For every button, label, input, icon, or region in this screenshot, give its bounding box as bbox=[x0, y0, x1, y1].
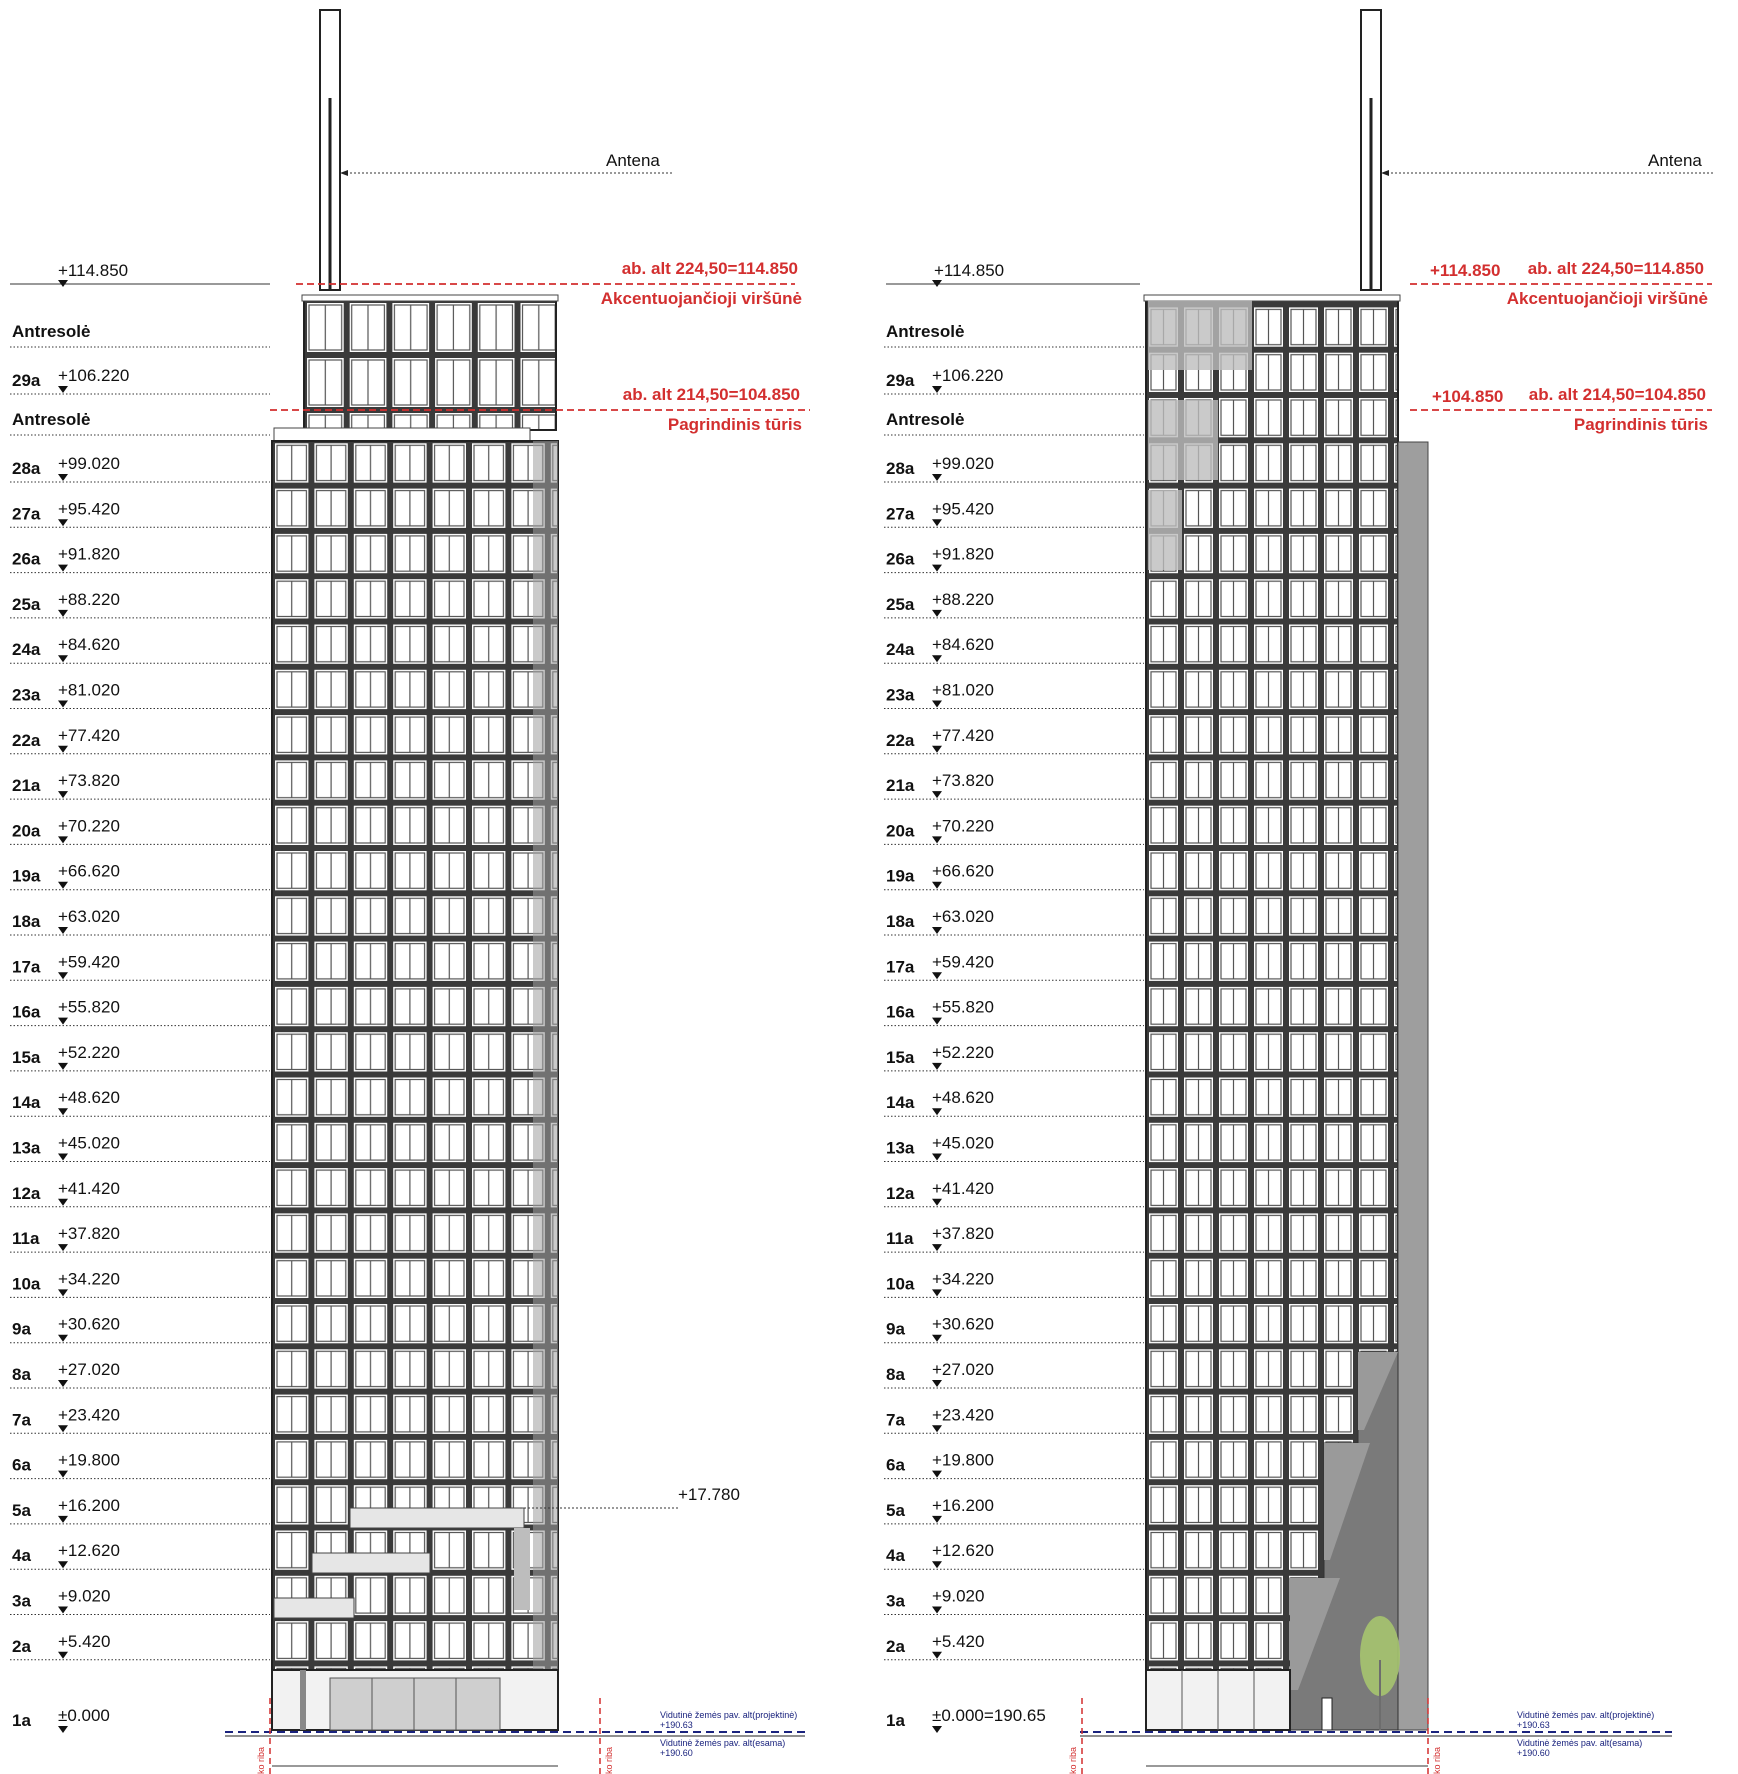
left-terrace-1 bbox=[350, 1508, 524, 1528]
left-floor-elevation: +70.220 bbox=[58, 816, 120, 836]
right-level-marker bbox=[932, 519, 942, 526]
left-level-marker bbox=[58, 1063, 68, 1070]
right-lower-name: Pagrindinis tūris bbox=[1573, 415, 1708, 434]
right-floor-elevation: +9.020 bbox=[932, 1586, 985, 1606]
left-floor-name: 6a bbox=[12, 1455, 31, 1475]
left-lobby-column bbox=[300, 1670, 306, 1730]
left-floor-elevation: +16.200 bbox=[58, 1495, 120, 1515]
right-floor-elevation: +88.220 bbox=[932, 589, 994, 609]
right-floor-name: 12a bbox=[886, 1183, 915, 1203]
left-level-marker bbox=[58, 1516, 68, 1523]
right-antenna-arrow bbox=[1381, 170, 1389, 176]
right-level-marker bbox=[932, 1471, 942, 1478]
left-floor-elevation: +106.220 bbox=[58, 366, 130, 385]
left-level-marker bbox=[58, 1471, 68, 1478]
right-floor-name: 4a bbox=[886, 1546, 905, 1566]
left-level-marker bbox=[58, 610, 68, 617]
right-floor-name: 21a bbox=[886, 776, 915, 796]
right-ground-elevation: ±0.000=190.65 bbox=[932, 1706, 1046, 1725]
right-floor-name: 7a bbox=[886, 1410, 905, 1430]
left-level-marker bbox=[58, 836, 68, 843]
left-floor-elevation: +88.220 bbox=[58, 589, 120, 609]
left-ground-projected-value: +190.63 bbox=[660, 1720, 693, 1730]
right-floor-name: 5a bbox=[886, 1500, 905, 1520]
right-floor-name: 24a bbox=[886, 640, 915, 660]
left-floor-name: 21a bbox=[12, 776, 41, 796]
left-floor-elevation: +34.220 bbox=[58, 1269, 120, 1289]
left-floor-name: 15a bbox=[12, 1047, 41, 1067]
right-level-marker bbox=[932, 1154, 942, 1161]
left-level-marker bbox=[58, 1380, 68, 1387]
right-floor-elevation: +73.820 bbox=[932, 771, 994, 791]
right-level-marker bbox=[932, 1244, 942, 1251]
right-floor-elevation: +84.620 bbox=[932, 635, 994, 655]
left-ground-projected: Vidutinė žemės pav. alt(projektinė) bbox=[660, 1710, 798, 1720]
right-floor-elevation: +23.420 bbox=[932, 1405, 994, 1425]
right-level-marker bbox=[932, 1289, 942, 1296]
right-floor-name: 29a bbox=[886, 371, 915, 390]
left-floor-name: 28a bbox=[12, 459, 41, 478]
right-mezzanine-label: Antresolė bbox=[886, 322, 965, 341]
left-ground-existing: Vidutinė žemės pav. alt(esama) bbox=[660, 1738, 786, 1748]
right-ground-existing-value: +190.60 bbox=[1517, 1748, 1550, 1758]
left-mezzanine-label: Antresolė bbox=[12, 322, 91, 341]
right-floor-elevation: +37.820 bbox=[932, 1224, 994, 1244]
left-terrace-3 bbox=[274, 1598, 354, 1618]
left-ground-existing-value: +190.60 bbox=[660, 1748, 693, 1758]
right-ground-projected-value: +190.63 bbox=[1517, 1720, 1550, 1730]
right-floor-elevation: +70.220 bbox=[932, 816, 994, 836]
left-floor-elevation: +45.020 bbox=[58, 1133, 120, 1153]
right-level-marker bbox=[932, 1607, 942, 1614]
left-parapet bbox=[274, 428, 530, 442]
right-floor-name: 3a bbox=[886, 1591, 905, 1611]
right-floor-elevation: +41.420 bbox=[932, 1178, 994, 1198]
right-floor-elevation: +16.200 bbox=[932, 1495, 994, 1515]
right-lower-mark: +104.850 bbox=[1432, 387, 1504, 406]
right-floor-name: 15a bbox=[886, 1047, 915, 1067]
right-loggia-low bbox=[1148, 490, 1182, 570]
right-level-marker bbox=[932, 1425, 942, 1432]
left-upper-alt: ab. alt 224,50=114.850 bbox=[621, 259, 798, 278]
left-floor-elevation: +19.800 bbox=[58, 1450, 120, 1470]
right-floor-name: 11a bbox=[886, 1229, 914, 1249]
right-level-marker bbox=[932, 655, 942, 662]
left-level-marker bbox=[58, 519, 68, 526]
right-level-marker bbox=[932, 1380, 942, 1387]
left-level-marker bbox=[58, 1561, 68, 1568]
left-level-marker bbox=[58, 565, 68, 572]
right-floor-elevation: +55.820 bbox=[932, 997, 994, 1017]
left-floor-elevation: +63.020 bbox=[58, 907, 120, 926]
left-floor-elevation: +84.620 bbox=[58, 635, 120, 655]
right-mezzanine-label: Antresolė bbox=[886, 410, 965, 429]
right-level-marker bbox=[932, 701, 942, 708]
left-terrace-shadow bbox=[514, 1528, 530, 1610]
right-top-elevation: +114.850 bbox=[934, 261, 1005, 280]
left-floor-name: 2a bbox=[12, 1636, 31, 1656]
left-level-marker bbox=[58, 655, 68, 662]
left-floor-name: 14a bbox=[12, 1093, 41, 1113]
right-floor-elevation: +63.020 bbox=[932, 907, 994, 926]
right-level-marker bbox=[932, 1516, 942, 1523]
canopy-elevation: +17.780 bbox=[678, 1485, 740, 1504]
left-level-marker bbox=[58, 1652, 68, 1659]
right-floor-elevation: +27.020 bbox=[932, 1360, 994, 1379]
right-floor-elevation: +34.220 bbox=[932, 1269, 994, 1289]
left-floor-elevation: +30.620 bbox=[58, 1314, 120, 1334]
left-level-marker bbox=[58, 474, 68, 481]
right-floor-name: 22a bbox=[886, 730, 915, 750]
right-floor-elevation: +52.220 bbox=[932, 1042, 994, 1062]
left-ground-marker bbox=[58, 1726, 68, 1733]
left-floor-name: 16a bbox=[12, 1002, 41, 1022]
left-floor-name: 9a bbox=[12, 1319, 31, 1339]
right-floor-elevation: +66.620 bbox=[932, 861, 994, 881]
right-level-marker bbox=[932, 1108, 942, 1115]
right-floor-name: 14a bbox=[886, 1093, 915, 1113]
left-floor-name: 24a bbox=[12, 640, 41, 660]
right-floor-name: 23a bbox=[886, 685, 915, 705]
left-floor-elevation: +66.620 bbox=[58, 861, 120, 881]
left-level-marker bbox=[58, 1108, 68, 1115]
left-floor-elevation: +95.420 bbox=[58, 499, 120, 519]
left-lobby-glass bbox=[330, 1678, 500, 1730]
left-level-marker bbox=[58, 791, 68, 798]
right-level-marker bbox=[932, 882, 942, 889]
left-floor-elevation: +12.620 bbox=[58, 1541, 120, 1561]
left-level-marker bbox=[58, 701, 68, 708]
left-level-marker bbox=[58, 1425, 68, 1432]
right-floor-elevation: +95.420 bbox=[932, 499, 994, 519]
right-antenna-label: Antena bbox=[1648, 151, 1702, 170]
left-level-marker bbox=[58, 386, 68, 393]
left-floor-name: 22a bbox=[12, 730, 41, 750]
right-floor-name: 20a bbox=[886, 821, 915, 841]
plot-boundary-2: ko riba bbox=[604, 1746, 614, 1774]
right-side-volume bbox=[1398, 442, 1428, 1730]
left-antenna-arrow bbox=[340, 170, 348, 176]
plot-boundary-4: ko riba bbox=[1432, 1746, 1442, 1774]
right-floor-name: 10a bbox=[886, 1274, 915, 1294]
left-lower-alt: ab. alt 214,50=104.850 bbox=[622, 385, 800, 404]
left-ground-floor-name: 1a bbox=[12, 1711, 31, 1730]
left-tower bbox=[272, 441, 558, 1670]
left-floor-name: 17a bbox=[12, 957, 41, 977]
left-floor-name: 27a bbox=[12, 504, 41, 524]
left-floor-elevation: +27.020 bbox=[58, 1360, 120, 1379]
right-floor-elevation: +30.620 bbox=[932, 1314, 994, 1334]
left-level-marker bbox=[58, 927, 68, 934]
right-level-marker bbox=[932, 1561, 942, 1568]
left-level-marker bbox=[58, 746, 68, 753]
right-floor-name: 25a bbox=[886, 594, 915, 614]
right-floor-name: 8a bbox=[886, 1365, 905, 1384]
left-level-marker bbox=[58, 1199, 68, 1206]
right-upper-name: Akcentuojančioji viršūnė bbox=[1506, 289, 1708, 308]
left-floor-elevation: +59.420 bbox=[58, 952, 120, 972]
left-floor-elevation: +99.020 bbox=[58, 454, 120, 473]
right-ground-existing: Vidutinė žemės pav. alt(esama) bbox=[1517, 1738, 1643, 1748]
left-top-elevation: +114.850 bbox=[58, 261, 129, 280]
right-floor-elevation: +12.620 bbox=[932, 1541, 994, 1561]
left-floor-elevation: +5.420 bbox=[58, 1631, 111, 1651]
left-floor-name: 19a bbox=[12, 866, 41, 886]
left-floor-elevation: +23.420 bbox=[58, 1405, 120, 1425]
left-floor-name: 13a bbox=[12, 1138, 41, 1158]
left-terrace-2 bbox=[312, 1553, 430, 1573]
right-level-marker bbox=[932, 927, 942, 934]
right-level-marker bbox=[932, 610, 942, 617]
right-level-marker bbox=[932, 791, 942, 798]
right-floor-elevation: +77.420 bbox=[932, 725, 994, 745]
right-floor-name: 16a bbox=[886, 1002, 915, 1022]
left-elevation bbox=[272, 10, 672, 1730]
right-floor-elevation: +19.800 bbox=[932, 1450, 994, 1470]
right-level-marker bbox=[932, 836, 942, 843]
right-level-marker bbox=[932, 972, 942, 979]
right-level-marker bbox=[932, 565, 942, 572]
right-floor-elevation: +59.420 bbox=[932, 952, 994, 972]
left-floor-name: 25a bbox=[12, 594, 41, 614]
left-mezzanine-label: Antresolė bbox=[12, 410, 91, 429]
right-floor-name: 17a bbox=[886, 957, 915, 977]
left-floor-name: 5a bbox=[12, 1500, 31, 1520]
left-level-marker bbox=[58, 972, 68, 979]
right-floor-elevation: +99.020 bbox=[932, 454, 994, 473]
left-floor-elevation: +9.020 bbox=[58, 1586, 111, 1606]
left-upper-name: Akcentuojančioji viršūnė bbox=[600, 289, 802, 308]
left-floor-name: 29a bbox=[12, 371, 41, 390]
left-antenna-label: Antena bbox=[606, 151, 660, 170]
right-level-marker bbox=[932, 1199, 942, 1206]
left-level-labels bbox=[10, 280, 270, 1733]
right-ground-marker bbox=[932, 1726, 942, 1733]
left-floor-name: 8a bbox=[12, 1365, 31, 1384]
right-floor-elevation: +81.020 bbox=[932, 680, 994, 700]
right-level-labels bbox=[884, 280, 1144, 1733]
left-floor-elevation: +55.820 bbox=[58, 997, 120, 1017]
left-floor-name: 3a bbox=[12, 1591, 31, 1611]
left-floor-elevation: +52.220 bbox=[58, 1042, 120, 1062]
left-tower-side bbox=[533, 441, 558, 1670]
right-floor-name: 28a bbox=[886, 459, 915, 478]
right-level-marker bbox=[932, 1018, 942, 1025]
left-floor-elevation: +73.820 bbox=[58, 771, 120, 791]
left-level-marker bbox=[58, 1018, 68, 1025]
plot-boundary-1: ko riba bbox=[256, 1746, 266, 1774]
right-lower-alt: ab. alt 214,50=104.850 bbox=[1528, 385, 1706, 404]
left-ground-elevation: ±0.000 bbox=[58, 1706, 110, 1725]
right-level-marker bbox=[932, 1063, 942, 1070]
left-level-marker bbox=[58, 1289, 68, 1296]
right-door bbox=[1322, 1698, 1332, 1730]
left-floor-name: 20a bbox=[12, 821, 41, 841]
right-level-marker bbox=[932, 1335, 942, 1342]
right-floor-elevation: +106.220 bbox=[932, 366, 1004, 385]
right-upper-mark: +114.850 bbox=[1430, 261, 1501, 280]
right-floor-name: 13a bbox=[886, 1138, 915, 1158]
left-level-marker bbox=[58, 1335, 68, 1342]
right-floor-elevation: +5.420 bbox=[932, 1631, 985, 1651]
right-floor-elevation: +45.020 bbox=[932, 1133, 994, 1153]
left-floor-name: 23a bbox=[12, 685, 41, 705]
left-floor-name: 18a bbox=[12, 912, 41, 931]
right-floor-elevation: +91.820 bbox=[932, 544, 994, 564]
left-floor-elevation: +77.420 bbox=[58, 725, 120, 745]
left-floor-name: 26a bbox=[12, 549, 41, 569]
right-level-marker bbox=[932, 474, 942, 481]
left-level-marker bbox=[58, 1607, 68, 1614]
right-ground-projected: Vidutinė žemės pav. alt(projektinė) bbox=[1517, 1710, 1655, 1720]
left-level-marker bbox=[58, 1154, 68, 1161]
left-floor-name: 12a bbox=[12, 1183, 41, 1203]
right-ground-floor-name: 1a bbox=[886, 1711, 905, 1730]
right-floor-name: 2a bbox=[886, 1636, 905, 1656]
right-level-marker bbox=[932, 746, 942, 753]
left-level-marker bbox=[58, 1244, 68, 1251]
left-lower-name: Pagrindinis tūris bbox=[667, 415, 802, 434]
right-level-marker bbox=[932, 1652, 942, 1659]
left-floor-elevation: +41.420 bbox=[58, 1178, 120, 1198]
left-floor-elevation: +81.020 bbox=[58, 680, 120, 700]
right-floor-name: 19a bbox=[886, 866, 915, 886]
left-level-marker bbox=[58, 882, 68, 889]
left-floor-elevation: +37.820 bbox=[58, 1224, 120, 1244]
left-floor-name: 11a bbox=[12, 1229, 40, 1249]
left-floor-elevation: +48.620 bbox=[58, 1088, 120, 1108]
right-upper-alt: ab. alt 224,50=114.850 bbox=[1527, 259, 1704, 278]
right-floor-name: 27a bbox=[886, 504, 915, 524]
right-loggia-top bbox=[1148, 300, 1252, 370]
left-floor-name: 7a bbox=[12, 1410, 31, 1430]
right-floor-name: 18a bbox=[886, 912, 915, 931]
right-floor-name: 9a bbox=[886, 1319, 905, 1339]
right-floor-elevation: +48.620 bbox=[932, 1088, 994, 1108]
right-loggia-mid bbox=[1148, 400, 1218, 480]
left-floor-name: 4a bbox=[12, 1546, 31, 1566]
left-crown-cap bbox=[302, 295, 558, 301]
plot-boundary-3: ko riba bbox=[1068, 1746, 1078, 1774]
right-level-marker bbox=[932, 386, 942, 393]
left-floor-name: 10a bbox=[12, 1274, 41, 1294]
left-floor-elevation: +91.820 bbox=[58, 544, 120, 564]
right-floor-name: 6a bbox=[886, 1455, 905, 1475]
right-floor-name: 26a bbox=[886, 549, 915, 569]
